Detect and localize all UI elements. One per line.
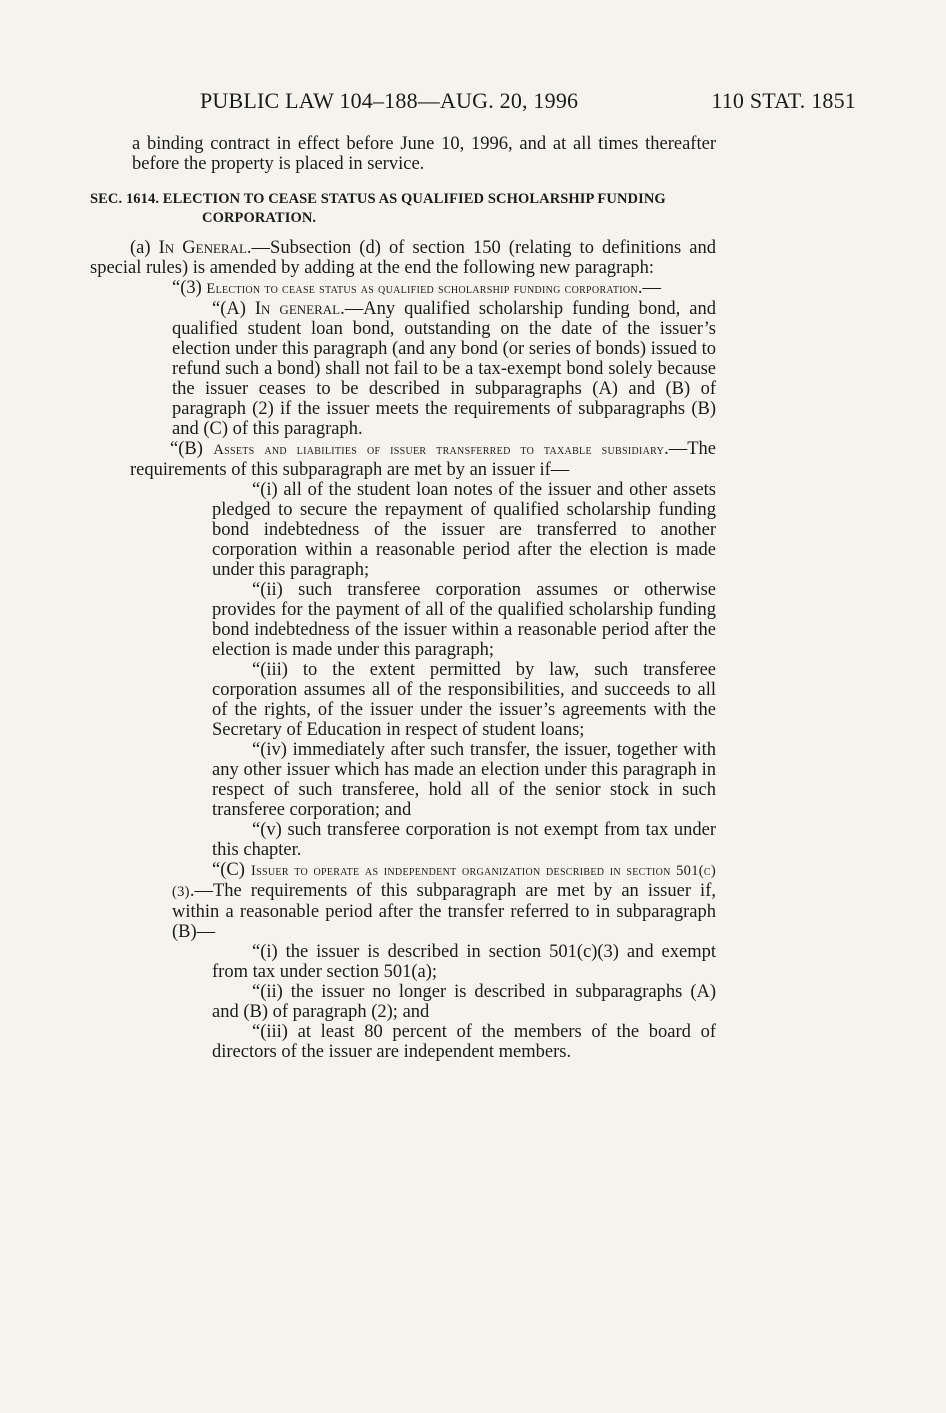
section-heading: SEC. 1614. ELECTION TO CEASE STATUS AS QUALIFIED SCHOLARSHIP FUNDING CORPORATION. [90,191,666,226]
paragraph-3: “(3) Election to cease status as qualified scholarship funding corporation.— [172,278,662,298]
document-body [90,134,716,1062]
subparagraph-C: “(C) Issuer to operate as independent organization described in section 501(c)(3).—The requirements of this subparagraph are met by an issuer if, within a reasonable period after the transfer referred to in subparagraph (B)— [172,860,717,942]
clause-B-iv: “(iv) immediately after such transfer, the issuer, together with any other issuer which has made an election under this paragraph in respect of such transferee, hold all of the senior stock in such transferee corporation; and [212,740,716,820]
clause-B-ii: “(ii) such transferee corporation assumes or otherwise provides for the payment of all of the qualified scholarship funding bond indebtedness of the issuer within a reasonable period after the election is made under this paragraph; [212,580,716,660]
clause-C-iii: “(iii) at least 80 percent of the members of the board of directors of the issuer are independent members. [212,1022,716,1062]
page-header [200,88,856,112]
subparagraph-B: “(B) Assets and liabilities of issuer transferred to taxable subsidiary.—The requirements of this subparagraph are met by an issuer if— [130,439,716,480]
paragraph-continuation: a binding contract in effect before June 10, 1996, and at all times thereafter before the property is placed in service. [132,134,716,174]
subparagraph-A: “(A) In general.—Any qualified scholarship funding bond, and qualified student loan bond, outstanding on the date of the issuer’s election under this paragraph (and any bond (or series of bonds) issued to refund such a bond) shall not fail to be a tax-exempt bond solely because the issuer ceases to be described in subparagraphs (A) and (B) of paragraph (2) if the issuer meets the requirements of subparagraphs (B) and (C) of this paragraph. [172,299,716,439]
subsection-a: (a) In General.—Subsection (d) of section 150 (relating to definitions and special rules) is amended by adding at the end the following new paragraph: [90,238,716,278]
clause-B-i: “(i) all of the student loan notes of the issuer and other assets pledged to secure the repayment of qualified scholarship funding bond indebtedness of the issuer are transferred to another corporation within a reasonable period after the election is made under this paragraph; [212,480,716,580]
public-law-title: PUBLIC LAW 104–188—AUG. 20, 1996 [200,88,579,113]
clause-B-v: “(v) such transferee corporation is not exempt from tax under this chapter. [212,820,716,860]
statute-citation: 110 STAT. 1851 [711,88,856,113]
clause-B-iii: “(iii) to the extent permitted by law, such transferee corporation assumes all of the responsibilities, and succeeds to all of the rights, of the issuer under the issuer’s agreements with the Secretary of Education in respect of student loans; [212,660,716,740]
clause-C-ii: “(ii) the issuer no longer is described in subparagraphs (A) and (B) of paragraph (2); and [212,982,716,1022]
clause-C-i: “(i) the issuer is described in section 501(c)(3) and exempt from tax under section 501(a); [212,942,716,982]
